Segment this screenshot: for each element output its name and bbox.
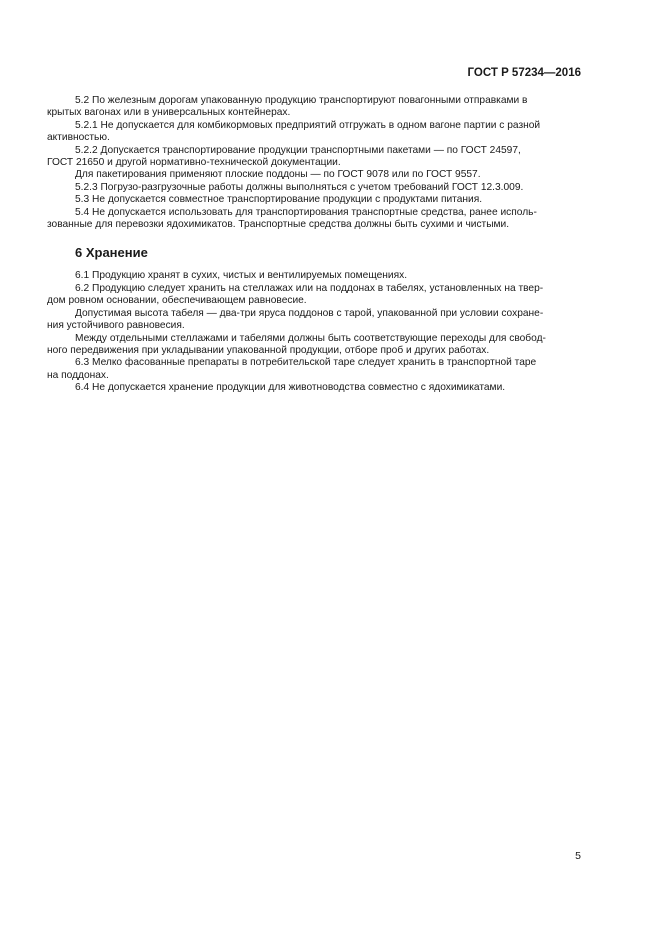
paragraph-5-2-1-line1: 5.2.1 Не допускается для комбикормовых предприятий отгружать в одном вагоне партии с разной: [75, 119, 541, 131]
paragraph-6-3-line1: 6.3 Мелко фасованные препараты в потребительской таре следует хранить в транспортной таре: [75, 357, 537, 369]
paragraph-5-2-line1: 5.2 По железным дорогам упакованную продукцию транспортируют повагонными отправками в: [75, 95, 528, 106]
paragraph-5-3: 5.3 Не допускается совместное транспортирование продукции с продуктами питания.: [75, 194, 483, 206]
paragraph-5-2-1-line2: активностью.: [47, 132, 110, 144]
section-6-heading: 6 Хранение: [75, 245, 148, 261]
paragraph-6-2-line2: дом ровном основании, обеспечивающем равновесие.: [47, 295, 307, 307]
paragraph-pallets: Для пакетирования применяют плоские поддоны — по ГОСТ 9078 или по ГОСТ 9557.: [75, 169, 481, 181]
paragraph-height-line2: ния устойчивого равновесия.: [47, 320, 185, 332]
document-body: [47, 95, 581, 395]
paragraph-5-2-2-line1: 5.2.2 Допускается транспортирование продукции транспортными пакетами — по ГОСТ 24597,: [75, 144, 521, 156]
paragraph-6-2-line1: 6.2 Продукцию следует хранить на стеллажах или на поддонах в табелях, установленных на твер-: [75, 282, 544, 294]
paragraph-6-3-line2: на поддонах.: [47, 369, 109, 381]
paragraph-5-4-line2: зованные для перевозки ядохимикатов. Транспортные средства должны быть сухими и чистыми.: [47, 219, 510, 231]
paragraph-passages-line2: ного передвижения при укладывании упакованной продукции, отборе проб и других работах.: [47, 344, 490, 356]
document-number-header: ГОСТ Р 57234—2016: [467, 67, 581, 79]
paragraph-6-4: 6.4 Не допускается хранение продукции для животноводства совместно с ядохимикатами.: [75, 382, 506, 394]
paragraph-5-2-3: 5.2.3 Погрузо-разгрузочные работы должны выполняться с учетом требований ГОСТ 12.3.009.: [75, 181, 524, 193]
paragraph-height-line1: Допустимая высота табеля — два-три яруса поддонов с тарой, упакованной при условии сохране-: [75, 307, 544, 319]
page-number: 5: [575, 850, 581, 862]
paragraph-5-4-line1: 5.4 Не допускается использовать для транспортирования транспортные средства, ранее исполь-: [75, 206, 537, 218]
paragraph-6-1: 6.1 Продукцию хранят в сухих, чистых и вентилируемых помещениях.: [75, 270, 408, 282]
paragraph-passages-line1: Между отдельными стеллажами и табелями должны быть соответствующие переходы для свобод-: [75, 332, 546, 344]
paragraph-5-2-line2: крытых вагонах или в универсальных контейнерах.: [47, 107, 291, 119]
paragraph-5-2-2-line2: ГОСТ 21650 и другой нормативно-технической документации.: [47, 157, 341, 169]
